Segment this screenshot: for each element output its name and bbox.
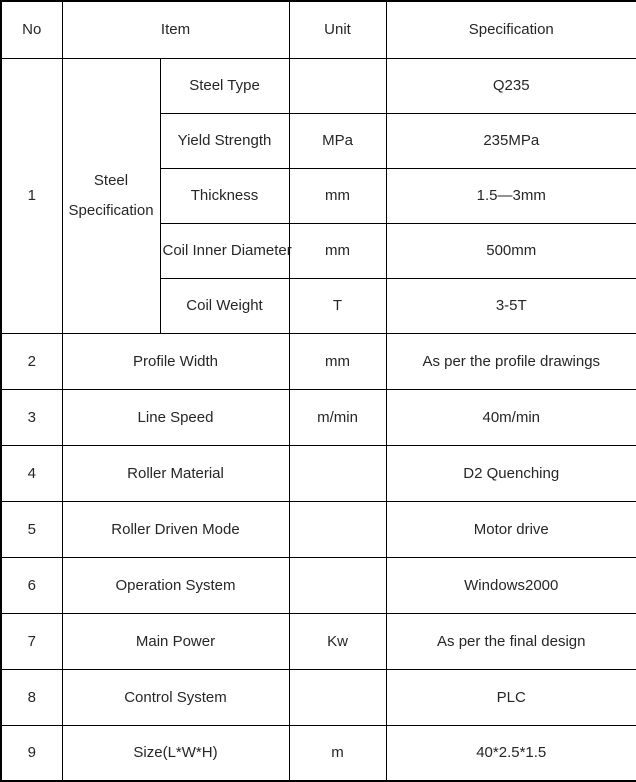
cell-spec: Q235 bbox=[386, 58, 636, 113]
table-row bbox=[1, 58, 636, 113]
column-header-no: No bbox=[1, 1, 62, 58]
cell-spec: 40*2.5*1.5 bbox=[386, 725, 636, 781]
cell-spec: D2 Quenching bbox=[386, 445, 636, 501]
cell-unit: Kw bbox=[289, 613, 386, 669]
cell-no: 2 bbox=[1, 333, 62, 389]
cell-no: 9 bbox=[1, 725, 62, 781]
table-row bbox=[1, 333, 636, 389]
cell-item: Profile Width bbox=[62, 333, 289, 389]
cell-item: Roller Material bbox=[62, 445, 289, 501]
cell-no: 8 bbox=[1, 669, 62, 725]
cell-sub-item: Coil Weight bbox=[160, 278, 289, 333]
cell-unit: m bbox=[289, 725, 386, 781]
cell-no: 1 bbox=[1, 58, 62, 333]
cell-no: 3 bbox=[1, 389, 62, 445]
cell-group-item: Steel Specification bbox=[62, 58, 160, 333]
cell-spec: 3-5T bbox=[386, 278, 636, 333]
cell-item: Main Power bbox=[62, 613, 289, 669]
cell-unit bbox=[289, 557, 386, 613]
cell-sub-item: Yield Strength bbox=[160, 113, 289, 168]
cell-unit: T bbox=[289, 278, 386, 333]
cell-no: 4 bbox=[1, 445, 62, 501]
cell-item: Line Speed bbox=[62, 389, 289, 445]
cell-spec: 500mm bbox=[386, 223, 636, 278]
cell-spec: PLC bbox=[386, 669, 636, 725]
cell-spec: 235MPa bbox=[386, 113, 636, 168]
table-row bbox=[1, 669, 636, 725]
column-header-unit: Unit bbox=[289, 1, 386, 58]
cell-spec: As per the final design bbox=[386, 613, 636, 669]
cell-unit bbox=[289, 501, 386, 557]
column-header-specification: Specification bbox=[386, 1, 636, 58]
cell-sub-item: Thickness bbox=[160, 168, 289, 223]
cell-unit: m/min bbox=[289, 389, 386, 445]
table-header-row bbox=[1, 1, 636, 58]
table-row bbox=[1, 445, 636, 501]
cell-unit: mm bbox=[289, 223, 386, 278]
cell-spec: Windows2000 bbox=[386, 557, 636, 613]
cell-unit bbox=[289, 669, 386, 725]
cell-sub-item: Coil Inner Diameter bbox=[160, 223, 289, 278]
cell-unit bbox=[289, 445, 386, 501]
cell-sub-item: Steel Type bbox=[160, 58, 289, 113]
cell-unit: mm bbox=[289, 333, 386, 389]
cell-no: 7 bbox=[1, 613, 62, 669]
cell-item: Size(L*W*H) bbox=[62, 725, 289, 781]
cell-item: Operation System bbox=[62, 557, 289, 613]
table-row bbox=[1, 389, 636, 445]
table-row bbox=[1, 557, 636, 613]
table-row bbox=[1, 501, 636, 557]
cell-unit bbox=[289, 58, 386, 113]
cell-unit: MPa bbox=[289, 113, 386, 168]
cell-unit: mm bbox=[289, 168, 386, 223]
cell-spec: 40m/min bbox=[386, 389, 636, 445]
cell-no: 6 bbox=[1, 557, 62, 613]
cell-spec: Motor drive bbox=[386, 501, 636, 557]
cell-spec: 1.5—3mm bbox=[386, 168, 636, 223]
cell-spec: As per the profile drawings bbox=[386, 333, 636, 389]
cell-item: Control System bbox=[62, 669, 289, 725]
cell-item: Roller Driven Mode bbox=[62, 501, 289, 557]
table-row bbox=[1, 613, 636, 669]
table-row bbox=[1, 725, 636, 781]
column-header-item: Item bbox=[62, 1, 289, 58]
cell-no: 5 bbox=[1, 501, 62, 557]
